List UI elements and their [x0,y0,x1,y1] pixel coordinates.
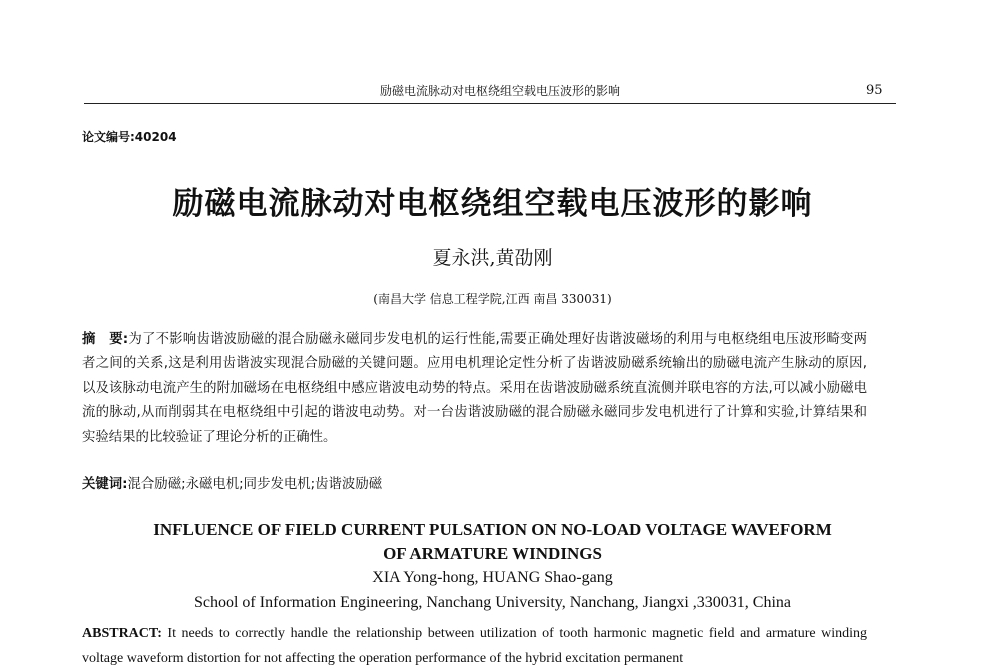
english-authors: XIA Yong-hong, HUANG Shao-gang [372,569,613,586]
abstract-chinese [82,328,867,450]
paper-id: 论文编号:40204 [82,130,177,144]
paper-title: 励磁电流脉动对电枢绕组空载电压波形的影响 [172,186,813,222]
english-title-line1: INFLUENCE OF FIELD CURRENT PULSATION ON NO-LOAD VOLTAGE WAVEFORM [153,520,832,539]
page-number: 95 [866,83,883,98]
affiliation: (南昌大学 信息工程学院,江西 南昌 330031) [373,292,612,306]
abstract-en-text: It needs to correctly handle the relationship between utilization of tooth harmonic magnetic field and armature winding voltage waveform distortion for not affecting the operation performance of the hybrid excitation permanent [82,626,867,666]
header-rule [84,103,896,104]
english-title [0,518,985,566]
abstract-en-label: ABSTRACT: [82,626,162,641]
running-header: 励磁电流脉动对电枢绕组空载电压波形的影响 [379,84,620,98]
english-title-line2: OF ARMATURE WINDINGS [383,544,602,563]
authors: 夏永洪,黄劭刚 [432,247,553,269]
keywords-text: 混合励磁;永磁电机;同步发电机;齿谐波励磁 [127,477,383,492]
abstract-english [82,621,867,671]
abstract-text: 为了不影响齿谐波励磁的混合励磁永磁同步发电机的运行性能,需要正确处理好齿谐波磁场的利用与电枢绕组电压波形畸变两者之间的关系,这是利用齿谐波实现混合励磁的关键问题。应用电机理论定性分析了齿谐波励磁系统输出的励磁电流产生脉动的原因,以及该脉动电流产生的附加磁场在电枢绕组中感应谐波电动势的特点。采用在齿谐波励磁系统直流侧并联电容的方法,可以减小励磁电流的脉动,从而削弱其在电枢绕组中引起的谐波电动势。对一台齿谐波励磁的混合励磁永磁同步发电机进行了计算和实验,计算结果和实验结果的比较验证了理论分析的正确性。 [82,332,867,445]
keywords-label: 关键词: [82,477,128,492]
keywords [82,473,382,492]
english-affiliation: School of Information Engineering, Nanchang University, Nanchang, Jiangxi ,330031, China [193,594,792,611]
abstract-label: 摘 要: [82,332,129,347]
